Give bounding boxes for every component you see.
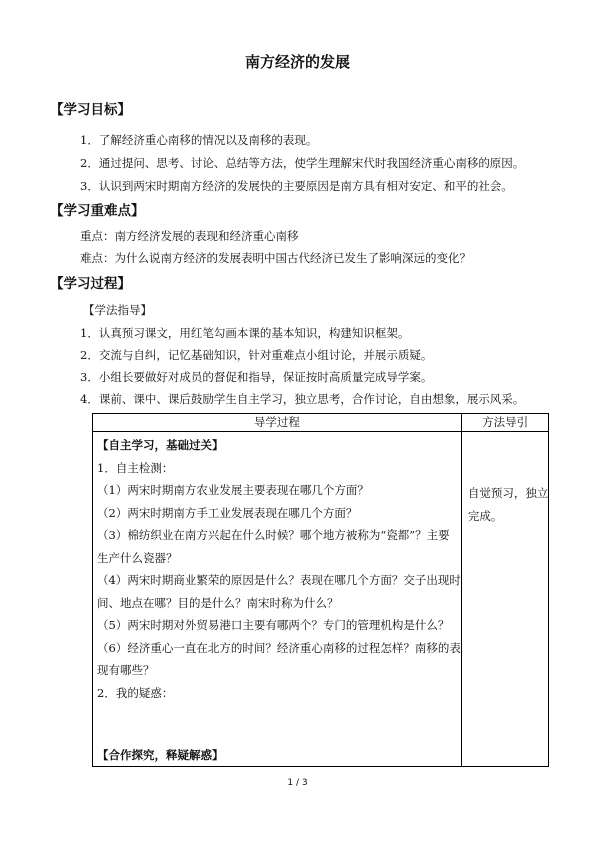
method-note: 完成。	[467, 508, 503, 523]
guide-item-2: 2．交流与自纠，记忆基础知识，针对重难点小组讨论，并展示质疑。	[80, 348, 433, 362]
method-note: 自觉预习，独立	[467, 486, 549, 500]
list-item: （3）棉纺织业在南方兴起在什么时候？哪个地方被称为“瓷都”？主要	[97, 528, 450, 542]
guide-item-3: 3．小组长要做好对成员的督促和指导，保证按时高质量完成导学案。	[80, 370, 433, 384]
list-item: 生产什么瓷器？	[97, 550, 178, 565]
list-item: （4）两宋时期商业繁荣的原因是什么？表现在哪几个方面？交子出现时	[97, 573, 461, 587]
table-header-process: 导学过程	[93, 414, 462, 432]
list-item: （6）经济重心一直在北方的时间？经济重心南移的过程怎样？南移的表	[97, 640, 461, 655]
page-number: 1 / 3	[287, 778, 308, 788]
list-item: （1）两宋时期南方农业发展主要表现在哪几个方面？	[97, 483, 369, 497]
guide-heading: 【学法指导】	[83, 303, 152, 317]
list-item: 现有哪些？	[97, 663, 155, 677]
list-item: （5）两宋时期对外贸易港口主要有哪两个？专门的管理机构是什么？	[97, 618, 450, 632]
section-cooperation-title: 【合作探究，释疑解惑】	[97, 748, 224, 762]
study-table	[92, 413, 549, 767]
page-title: 南方经济的发展	[244, 53, 350, 71]
keypoints-heading: 【学习重难点】	[50, 203, 145, 219]
process-heading: 【学习过程】	[50, 276, 131, 292]
list-item: 间、地点在哪？目的是什么？南宋时称为什么？	[97, 595, 339, 610]
keypoint-important: 重点：南方经济发展的表现和经济重心南移	[80, 229, 299, 243]
table-header-method: 方法导引	[461, 414, 549, 432]
goal-item-1: 1．了解经济重心南移的情况以及南移的表现。	[80, 133, 318, 147]
method-cell	[461, 432, 549, 767]
list-item: 2．我的疑惑：	[97, 685, 174, 700]
list-item: 1．自主检测：	[97, 460, 174, 475]
section-self-study-title: 【自主学习，基础过关】	[97, 438, 224, 452]
keypoint-difficult: 难点：为什么说南方经济的发展表明中国古代经济已发生了影响深远的变化？	[80, 251, 471, 265]
goals-heading: 【学习目标】	[50, 102, 131, 118]
process-cell	[93, 432, 462, 767]
guide-item-4: 4．课前、课中、课后鼓励学生自主学习，独立思考，合作讨论，自由想象，展示风采。	[80, 392, 525, 406]
goal-item-2: 2．通过提问、思考、讨论、总结等方法，使学生理解宋代时我国经济重心南移的原因。	[80, 156, 525, 170]
guide-item-1: 1．认真预习课文，用红笔勾画本课的基本知识，构建知识框架。	[80, 326, 410, 340]
goal-item-3: 3．认识到两宋时期南方经济的发展快的主要原因是南方具有相对安定、和平的社会。	[80, 179, 513, 193]
list-item: （2）两宋时期南方手工业发展表现在哪几个方面？	[97, 505, 358, 520]
